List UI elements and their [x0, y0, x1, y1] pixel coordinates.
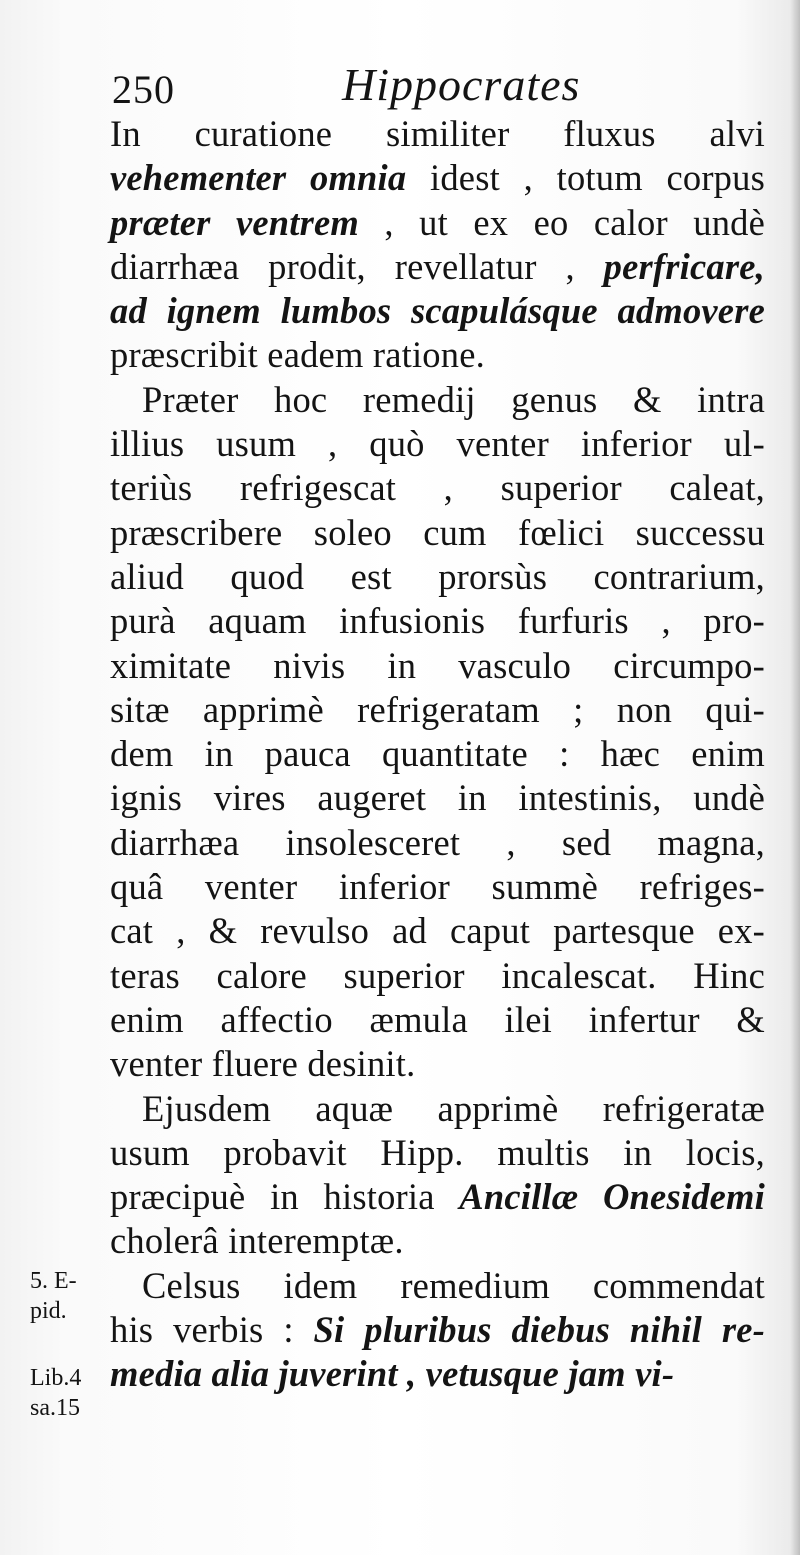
paragraph: [110, 1087, 765, 1264]
text-line: [110, 422, 765, 466]
text-run: Ejusdem aquæ apprimè refrigeratæ: [142, 1087, 765, 1129]
italic-run: media alia juverint , vetusque jam vi-: [110, 1353, 675, 1395]
text-line: [110, 954, 765, 998]
text-run: diarrhæa prodit, revellatur ,: [110, 245, 604, 287]
page-edge-shadow: [790, 0, 800, 1555]
text-run: enim affectio æmula ilei infertur &: [110, 998, 765, 1040]
text-run: illius usum , quò venter inferior ul-: [110, 423, 765, 465]
text-line: [110, 1264, 765, 1308]
text-run: sitæ apprimè refrigeratam ; non qui-: [110, 688, 765, 730]
text-run: Præter hoc remedij genus & intra: [142, 378, 765, 420]
text-run: cat , & revulso ad caput partesque ex-: [110, 910, 765, 952]
body-text: [110, 112, 765, 1397]
text-line: [110, 1308, 765, 1352]
text-run: quâ venter inferior summè refriges-: [110, 866, 765, 908]
text-line: [110, 776, 765, 820]
italic-run: Ancillæ Onesidemi: [459, 1176, 765, 1218]
text-run: ignis vires augeret in intestinis, undè: [110, 777, 765, 819]
text-line: [110, 599, 765, 643]
margin-note-lib: Lib.4 sa.15: [30, 1365, 82, 1421]
text-line: [110, 156, 765, 200]
text-run: his verbis :: [110, 1309, 314, 1351]
text-line: [110, 201, 765, 245]
italic-run: perfricare,: [603, 245, 765, 287]
text-line: [110, 511, 765, 555]
text-run: aliud quod est prorsùs contrarium,: [110, 555, 765, 597]
text-line: [110, 865, 765, 909]
text-line: [110, 289, 765, 333]
italic-run: præter ventrem: [110, 201, 360, 243]
text-run: teriùs refrigescat , superior caleat,: [110, 467, 765, 509]
text-run: , ut ex eo calor undè: [359, 201, 766, 243]
text-line: [110, 245, 765, 289]
text-run: præscribit eadem ratione.: [110, 334, 485, 376]
text-line: [110, 1131, 765, 1175]
text-line: [110, 555, 765, 599]
text-run: venter fluere desinit.: [110, 1043, 416, 1085]
text-line: [110, 909, 765, 953]
italic-run: Si pluribus diebus nihil re-: [313, 1309, 765, 1351]
paragraph: [110, 112, 765, 378]
text-line: [110, 112, 765, 156]
text-line: [110, 644, 765, 688]
text-run: purà aquam infusionis furfuris , pro-: [110, 600, 765, 642]
text-run: idest , totum corpus: [406, 157, 765, 199]
text-line: [110, 688, 765, 732]
text-run: Celsus idem remedium commendat: [142, 1264, 765, 1306]
text-run: ximitate nivis in vasculo circumpo-: [110, 644, 765, 686]
text-line: [110, 1219, 765, 1263]
page-number: 250: [112, 67, 175, 112]
text-run: cholerâ interemptæ.: [110, 1220, 404, 1262]
text-run: In curatione similiter fluxus alvi: [110, 113, 765, 154]
text-line: [110, 1087, 765, 1131]
text-line: [110, 1175, 765, 1219]
paragraph: [110, 1264, 765, 1397]
text-line: [110, 333, 765, 377]
text-line: [110, 1352, 765, 1396]
text-line: [110, 378, 765, 422]
running-head: [112, 58, 752, 118]
text-run: præcipuè in historia: [110, 1176, 460, 1218]
text-line: [110, 998, 765, 1042]
text-run: usum probavit Hipp. multis in locis,: [110, 1131, 765, 1173]
margin-note-epid: 5. E- pid.: [30, 1268, 77, 1324]
text-line: [110, 732, 765, 776]
italic-run: ad ignem lumbos scapulásque admovere: [110, 290, 765, 332]
text-run: præscribere soleo cum fœlici successu: [110, 511, 765, 553]
text-line: [110, 1042, 765, 1086]
text-run: dem in pauca quantitate : hæc enim: [110, 733, 765, 775]
italic-run: vehementer omnia: [110, 157, 407, 199]
paragraph: [110, 378, 765, 1087]
text-run: diarrhæa insolesceret , sed magna,: [110, 821, 765, 863]
running-title: Hippocrates: [342, 59, 581, 110]
text-line: [110, 821, 765, 865]
text-line: [110, 466, 765, 510]
text-run: teras calore superior incalescat. Hinc: [110, 954, 765, 996]
